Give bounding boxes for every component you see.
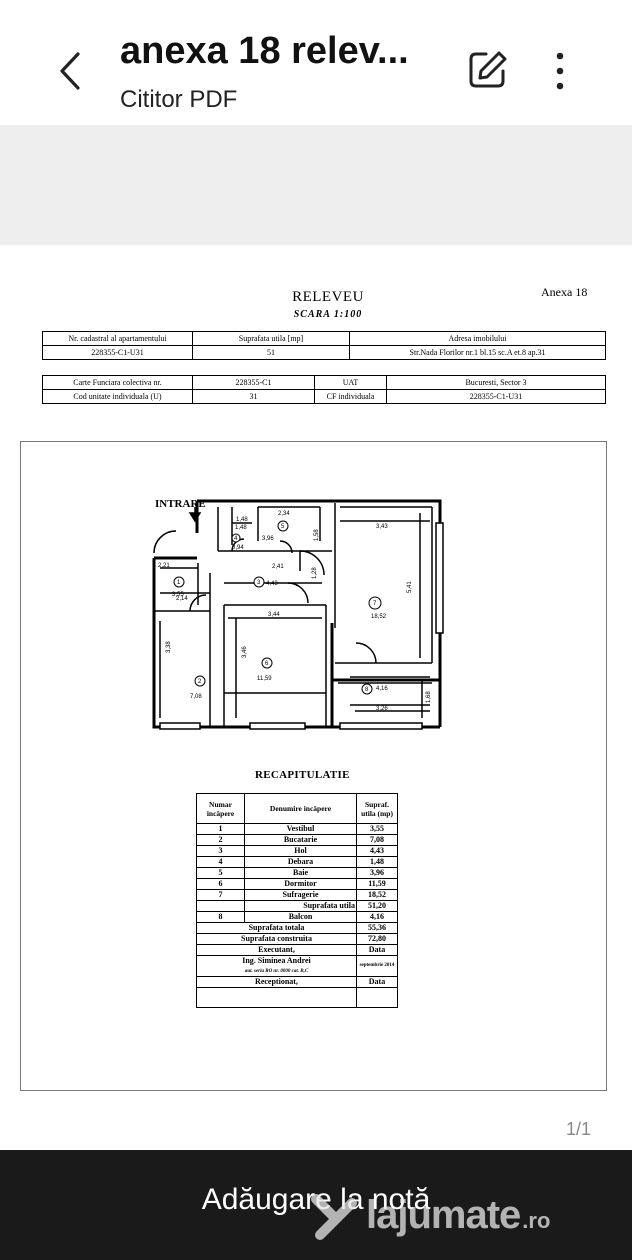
dimension-label: 1,58 [314, 529, 320, 541]
table-cell: Baie [245, 868, 357, 879]
table-cell: 7 [197, 890, 245, 901]
table-header-cell: Denumire incăpere [245, 794, 357, 824]
room-number: 1 [177, 580, 181, 586]
toolbar-area [0, 125, 632, 245]
table-cell: 3 [197, 846, 245, 857]
table-cell: Vestibul [245, 824, 357, 835]
table-cell: Sufragerie [245, 890, 357, 901]
table-cell: 4 [197, 857, 245, 868]
table-cell: Receptionat, [197, 977, 357, 988]
room-number: 3 [257, 580, 261, 586]
dimension-label: 4,16 [376, 686, 388, 692]
dimension-label: 3,43 [376, 524, 388, 530]
apartment-info-table [42, 331, 606, 360]
table-cell: Cod unitate individuala (U) [43, 390, 193, 404]
table-cell: Debara [245, 857, 357, 868]
watermark-brand: lajumate [366, 1192, 521, 1237]
dimension-label: 1,68 [426, 691, 432, 703]
table-cell: 51,20 [357, 901, 398, 912]
table-cell: Suprafata utila [245, 901, 357, 912]
engineer-note: aut. seria RO nr. 0000 cat. B,C [244, 969, 309, 974]
more-vert-icon [545, 50, 575, 92]
table-cell: 4,16 [357, 912, 398, 923]
page-indicator: 1/1 [566, 1119, 592, 1139]
edit-note-icon [466, 49, 508, 91]
app-bar [0, 0, 632, 125]
table-cell: 72,80 [357, 934, 398, 945]
floor-plan [140, 493, 460, 733]
dimension-label: 2,21 [158, 563, 170, 569]
table-row [43, 376, 606, 390]
dimension-label: 1,48 [236, 517, 248, 523]
table-cell: Dormitor [245, 879, 357, 890]
table-header-cell: Nr. cadastral al apartamentului [43, 332, 193, 346]
table-cell: CF individuala [315, 390, 387, 404]
entrance-label: INTRARE [155, 498, 206, 510]
table-cell [197, 956, 357, 977]
table-header-cell: Supraf. utila (mp) [357, 794, 398, 824]
table-cell: 228355-C1-U31 [387, 390, 606, 404]
engineer-name: Ing. Siminea Andrei [242, 956, 311, 965]
table-cell [357, 988, 398, 1008]
table-cell: Str.Nada Florilor nr.1 bl.15 sc.A et.8 ap.31 [350, 346, 606, 360]
dimension-label: 3,46 [242, 646, 248, 658]
table-row [197, 956, 398, 977]
table-cell: 228355-C1-U31 [43, 346, 193, 360]
room-area: 11,59 [257, 676, 272, 682]
scale-label: SCARA 1:100 [293, 309, 363, 320]
dimension-label: 0,94 [232, 545, 244, 551]
table-row [197, 824, 398, 835]
table-cell: 1,48 [357, 857, 398, 868]
table-cell: 51 [193, 346, 350, 360]
table-row [197, 879, 398, 890]
dimension-label: 3,44 [268, 612, 280, 618]
recap-table [196, 793, 398, 1008]
table-cell: Executant, [197, 945, 357, 956]
recap-title: RECAPITULATIE [255, 769, 350, 781]
dimension-label: 3,38 [166, 641, 172, 653]
table-cell: 228355-C1 [193, 376, 315, 390]
table-cell: 6 [197, 879, 245, 890]
table-cell: 7,08 [357, 835, 398, 846]
table-cell [197, 988, 357, 1008]
table-row [43, 346, 606, 360]
table-row [197, 835, 398, 846]
table-row [197, 794, 398, 824]
table-row [197, 868, 398, 879]
table-row [43, 332, 606, 346]
room-area: 1,48 [235, 525, 247, 531]
room-number: 6 [265, 661, 269, 667]
table-row [197, 846, 398, 857]
table-header-cell: Numar incăpere [197, 794, 245, 824]
table-cell: Bucatarie [245, 835, 357, 846]
table-row [197, 988, 398, 1008]
room-area: 3,55 [172, 592, 184, 598]
dimension-label: 1,28 [312, 567, 318, 579]
dimension-label: 2,34 [278, 511, 290, 517]
table-cell: 18,52 [357, 890, 398, 901]
document-title: anexa 18 relev... [120, 30, 409, 72]
dimension-label: 2,41 [272, 564, 284, 570]
table-cell [197, 901, 245, 912]
room-number: 8 [365, 687, 369, 693]
chevron-left-icon [52, 48, 88, 94]
table-row [197, 945, 398, 956]
watermark [296, 1180, 550, 1250]
table-cell: Data [357, 945, 398, 956]
table-cell: 31 [193, 390, 315, 404]
more-options-button[interactable] [545, 50, 575, 92]
table-cell: Suprafata totala [197, 923, 357, 934]
table-cell: 55,36 [357, 923, 398, 934]
watermark-logo-icon [296, 1185, 366, 1245]
add-to-note-button[interactable]: Adăugare la notă [201, 1183, 431, 1216]
room-area: 4,43 [266, 581, 278, 587]
anexa-label: Anexa 18 [541, 285, 588, 299]
table-cell: septembrie 2014 [357, 956, 398, 977]
room-area: 18,52 [371, 614, 387, 620]
room-number: 7 [373, 601, 377, 607]
releveu-title: RELEVEU [292, 289, 364, 305]
table-cell: Balcon [245, 912, 357, 923]
back-button[interactable] [52, 48, 88, 94]
room-number: 5 [281, 524, 285, 530]
pdf-viewer[interactable] [0, 245, 632, 1145]
room-number: 4 [234, 536, 238, 542]
dimension-label: 5,41 [407, 581, 413, 593]
table-row [197, 890, 398, 901]
table-cell: 2 [197, 835, 245, 846]
table-cell: 3,55 [357, 824, 398, 835]
table-cell: UAT [315, 376, 387, 390]
table-cell: 11,59 [357, 879, 398, 890]
table-row [197, 857, 398, 868]
room-area: 3,96 [262, 536, 274, 542]
table-row [43, 390, 606, 404]
table-cell: Carte Funciara colectiva nr. [43, 376, 193, 390]
room-area: 7,08 [190, 694, 202, 700]
app-subtitle: Cititor PDF [120, 86, 238, 113]
dimension-label: 3,26 [376, 706, 388, 712]
table-row [197, 934, 398, 945]
table-cell: 4,43 [357, 846, 398, 857]
land-registry-table [42, 375, 606, 404]
edit-button[interactable] [466, 49, 508, 91]
table-row [197, 977, 398, 988]
room-number: 2 [198, 679, 202, 685]
table-row [197, 901, 398, 912]
pdf-page [0, 245, 632, 1135]
table-cell: 3,96 [357, 868, 398, 879]
table-row [197, 923, 398, 934]
table-cell: 8 [197, 912, 245, 923]
table-cell: 5 [197, 868, 245, 879]
table-header-cell: Suprafata utila [mp] [193, 332, 350, 346]
dimension-label: 2,14 [176, 596, 188, 602]
table-cell: 1 [197, 824, 245, 835]
table-cell: Hol [245, 846, 357, 857]
watermark-tld: .ro [522, 1208, 551, 1233]
table-row [197, 912, 398, 923]
table-cell: Bucuresti, Sector 3 [387, 376, 606, 390]
table-cell: Suprafata construita [197, 934, 357, 945]
table-header-cell: Adresa imobilului [350, 332, 606, 346]
table-cell: Data [357, 977, 398, 988]
